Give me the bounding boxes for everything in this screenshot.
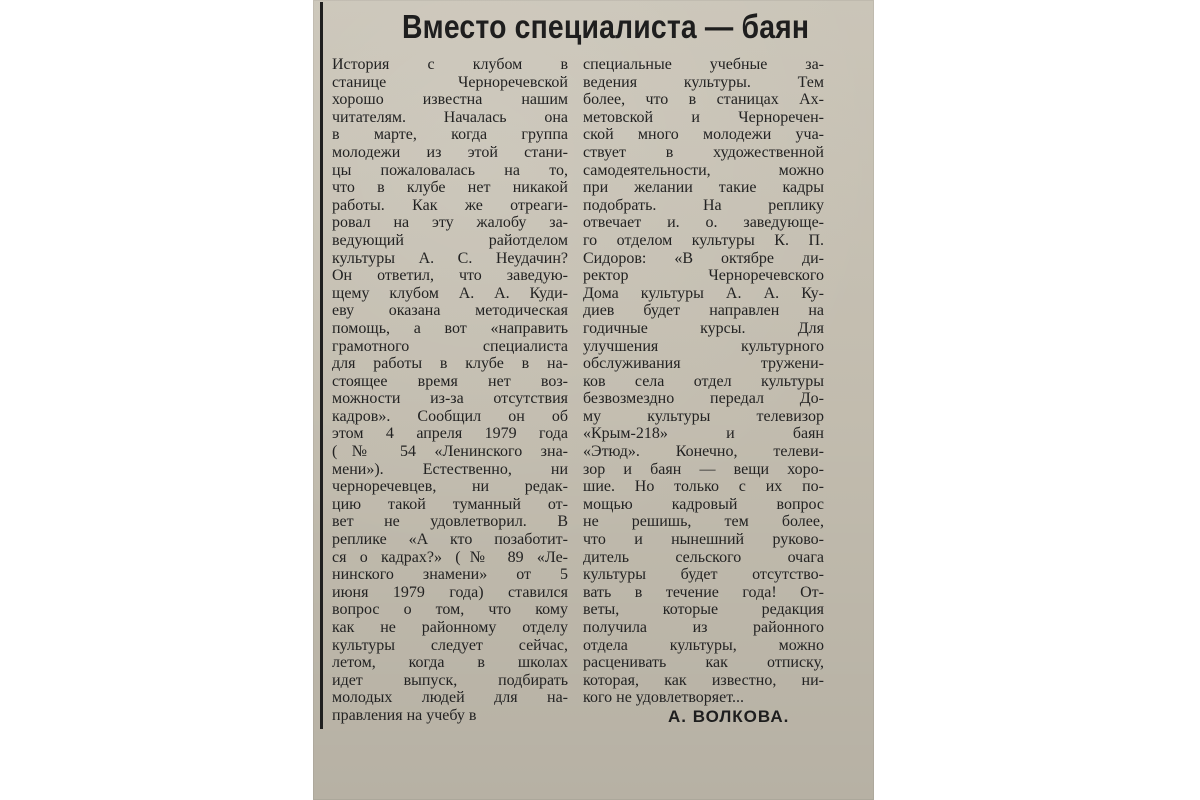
text-line: работы. Как же отреаги- [332, 196, 568, 214]
text-line: для работы в клубе в на- [332, 355, 568, 373]
text-line: не решишь, тем более, [583, 513, 824, 531]
text-line: правления на учебу в [332, 706, 477, 724]
text-line: стоящее время нет воз- [332, 372, 568, 390]
text-line: нинского знамени» от 5 [332, 566, 568, 584]
text-line: мощью кадровый вопрос [583, 495, 824, 513]
text-line: ской много молодежи уча- [583, 126, 824, 144]
text-line: можности из-за отсутствия [332, 390, 568, 408]
text-line: цию такой туманный от- [332, 495, 568, 513]
text-line: что и нынешний руково- [583, 531, 824, 549]
text-line: этом 4 апреля 1979 года [332, 425, 568, 443]
text-line: вать в течение года! От- [583, 583, 824, 601]
text-line: отвечает и. о. заведующе- [583, 214, 824, 232]
text-line: вопрос о том, что кому [332, 601, 568, 619]
text-line: Дома культуры А. А. Ку- [583, 284, 824, 302]
text-line: кого не удовлетворяет... [583, 689, 745, 707]
text-line: при желании такие кадры [583, 179, 824, 197]
text-line: расценивать как отписку, [583, 654, 824, 672]
text-line: черноречевцев, ни редак- [332, 478, 568, 496]
text-line: более, что в станицах Ах- [583, 91, 824, 109]
text-line: История с клубом в [332, 56, 568, 73]
text-line: ректор Черноречевского [583, 267, 824, 285]
text-line: станице Черноречевской [332, 73, 568, 91]
article-column-right [583, 56, 824, 707]
text-line: молодежи из этой стани- [332, 143, 568, 161]
text-line: отдела культуры, можно [583, 636, 824, 654]
text-line: июня 1979 года) ставился [332, 583, 568, 601]
text-line: молодых людей для на- [332, 689, 568, 707]
text-line: ведения культуры. Тем [583, 73, 824, 91]
text-line: грамотного специалиста [332, 337, 568, 355]
article-column-left [332, 56, 568, 725]
text-line: Сидоров: «В октябре ди- [583, 249, 824, 267]
text-line: помощь, а вот «направить [332, 319, 568, 337]
article-author-signature: А. ВОЛКОВА. [668, 707, 790, 726]
text-line: зор и баян — вещи хоро- [583, 460, 824, 478]
vertical-column-rule [320, 2, 323, 729]
text-line: метовской и Черноречен- [583, 108, 824, 126]
text-line: Он ответил, что заведую- [332, 267, 568, 285]
text-line: что в клубе нет никакой [332, 179, 568, 197]
text-line: ков села отдел культуры [583, 372, 824, 390]
text-line: дитель сельского очага [583, 548, 824, 566]
text-line: мени»). Естественно, ни [332, 460, 568, 478]
text-line: культуры будет отсутство- [583, 566, 824, 584]
text-line: (№ 54 «Ленинского зна- [332, 443, 568, 461]
text-line: вет не удовлетворил. В [332, 513, 568, 531]
text-line: цы пожаловалась на то, [332, 161, 568, 179]
text-line: веты, которые редакция [583, 601, 824, 619]
text-line: хорошо известна нашим [332, 91, 568, 109]
text-line: культуры следует сейчас, [332, 636, 568, 654]
text-line: подобрать. На реплику [583, 196, 824, 214]
text-line: в марте, когда группа [332, 126, 568, 144]
text-line: безвозмездно передал До- [583, 390, 824, 408]
text-line: летом, когда в школах [332, 654, 568, 672]
text-line: идет выпуск, подбирать [332, 671, 568, 689]
text-line: как не районному отделу [332, 619, 568, 636]
text-line: специальные учебные за- [583, 56, 824, 73]
text-line: ведующий райотделом [332, 231, 568, 249]
text-line: улучшения культурного [583, 337, 824, 355]
text-line: ся о кадрах?» (№ 89 «Ле- [332, 548, 568, 566]
text-line: которая, как известно, ни- [583, 671, 824, 689]
text-line: «Крым-218» и баян [583, 425, 824, 443]
text-line: еву оказана методическая [332, 302, 568, 320]
text-line: читателям. Началась она [332, 108, 568, 126]
text-line: диев будет направлен на [583, 302, 824, 320]
text-line: ровал на эту жалобу за- [332, 214, 568, 232]
text-line: щему клубом А. А. Куди- [332, 284, 568, 302]
text-line: кадров». Сообщил он об [332, 407, 568, 425]
text-line: получила из районного [583, 619, 824, 636]
text-line: годичные курсы. Для [583, 319, 824, 337]
text-line: «Этюд». Конечно, телеви- [583, 443, 824, 461]
text-line: му культуры телевизор [583, 407, 824, 425]
text-line: реплике «А кто позаботит- [332, 531, 568, 549]
text-line: го отделом культуры К. П. [583, 231, 824, 249]
text-line: обслуживания тружени- [583, 355, 824, 373]
article-headline: Вместо специалиста — баян [402, 8, 810, 45]
text-line: ствует в художественной [583, 143, 824, 161]
text-line: культуры А. С. Неудачин? [332, 249, 568, 267]
text-line: самодеятельности, можно [583, 161, 824, 179]
text-line: шие. Но только с их по- [583, 478, 824, 496]
